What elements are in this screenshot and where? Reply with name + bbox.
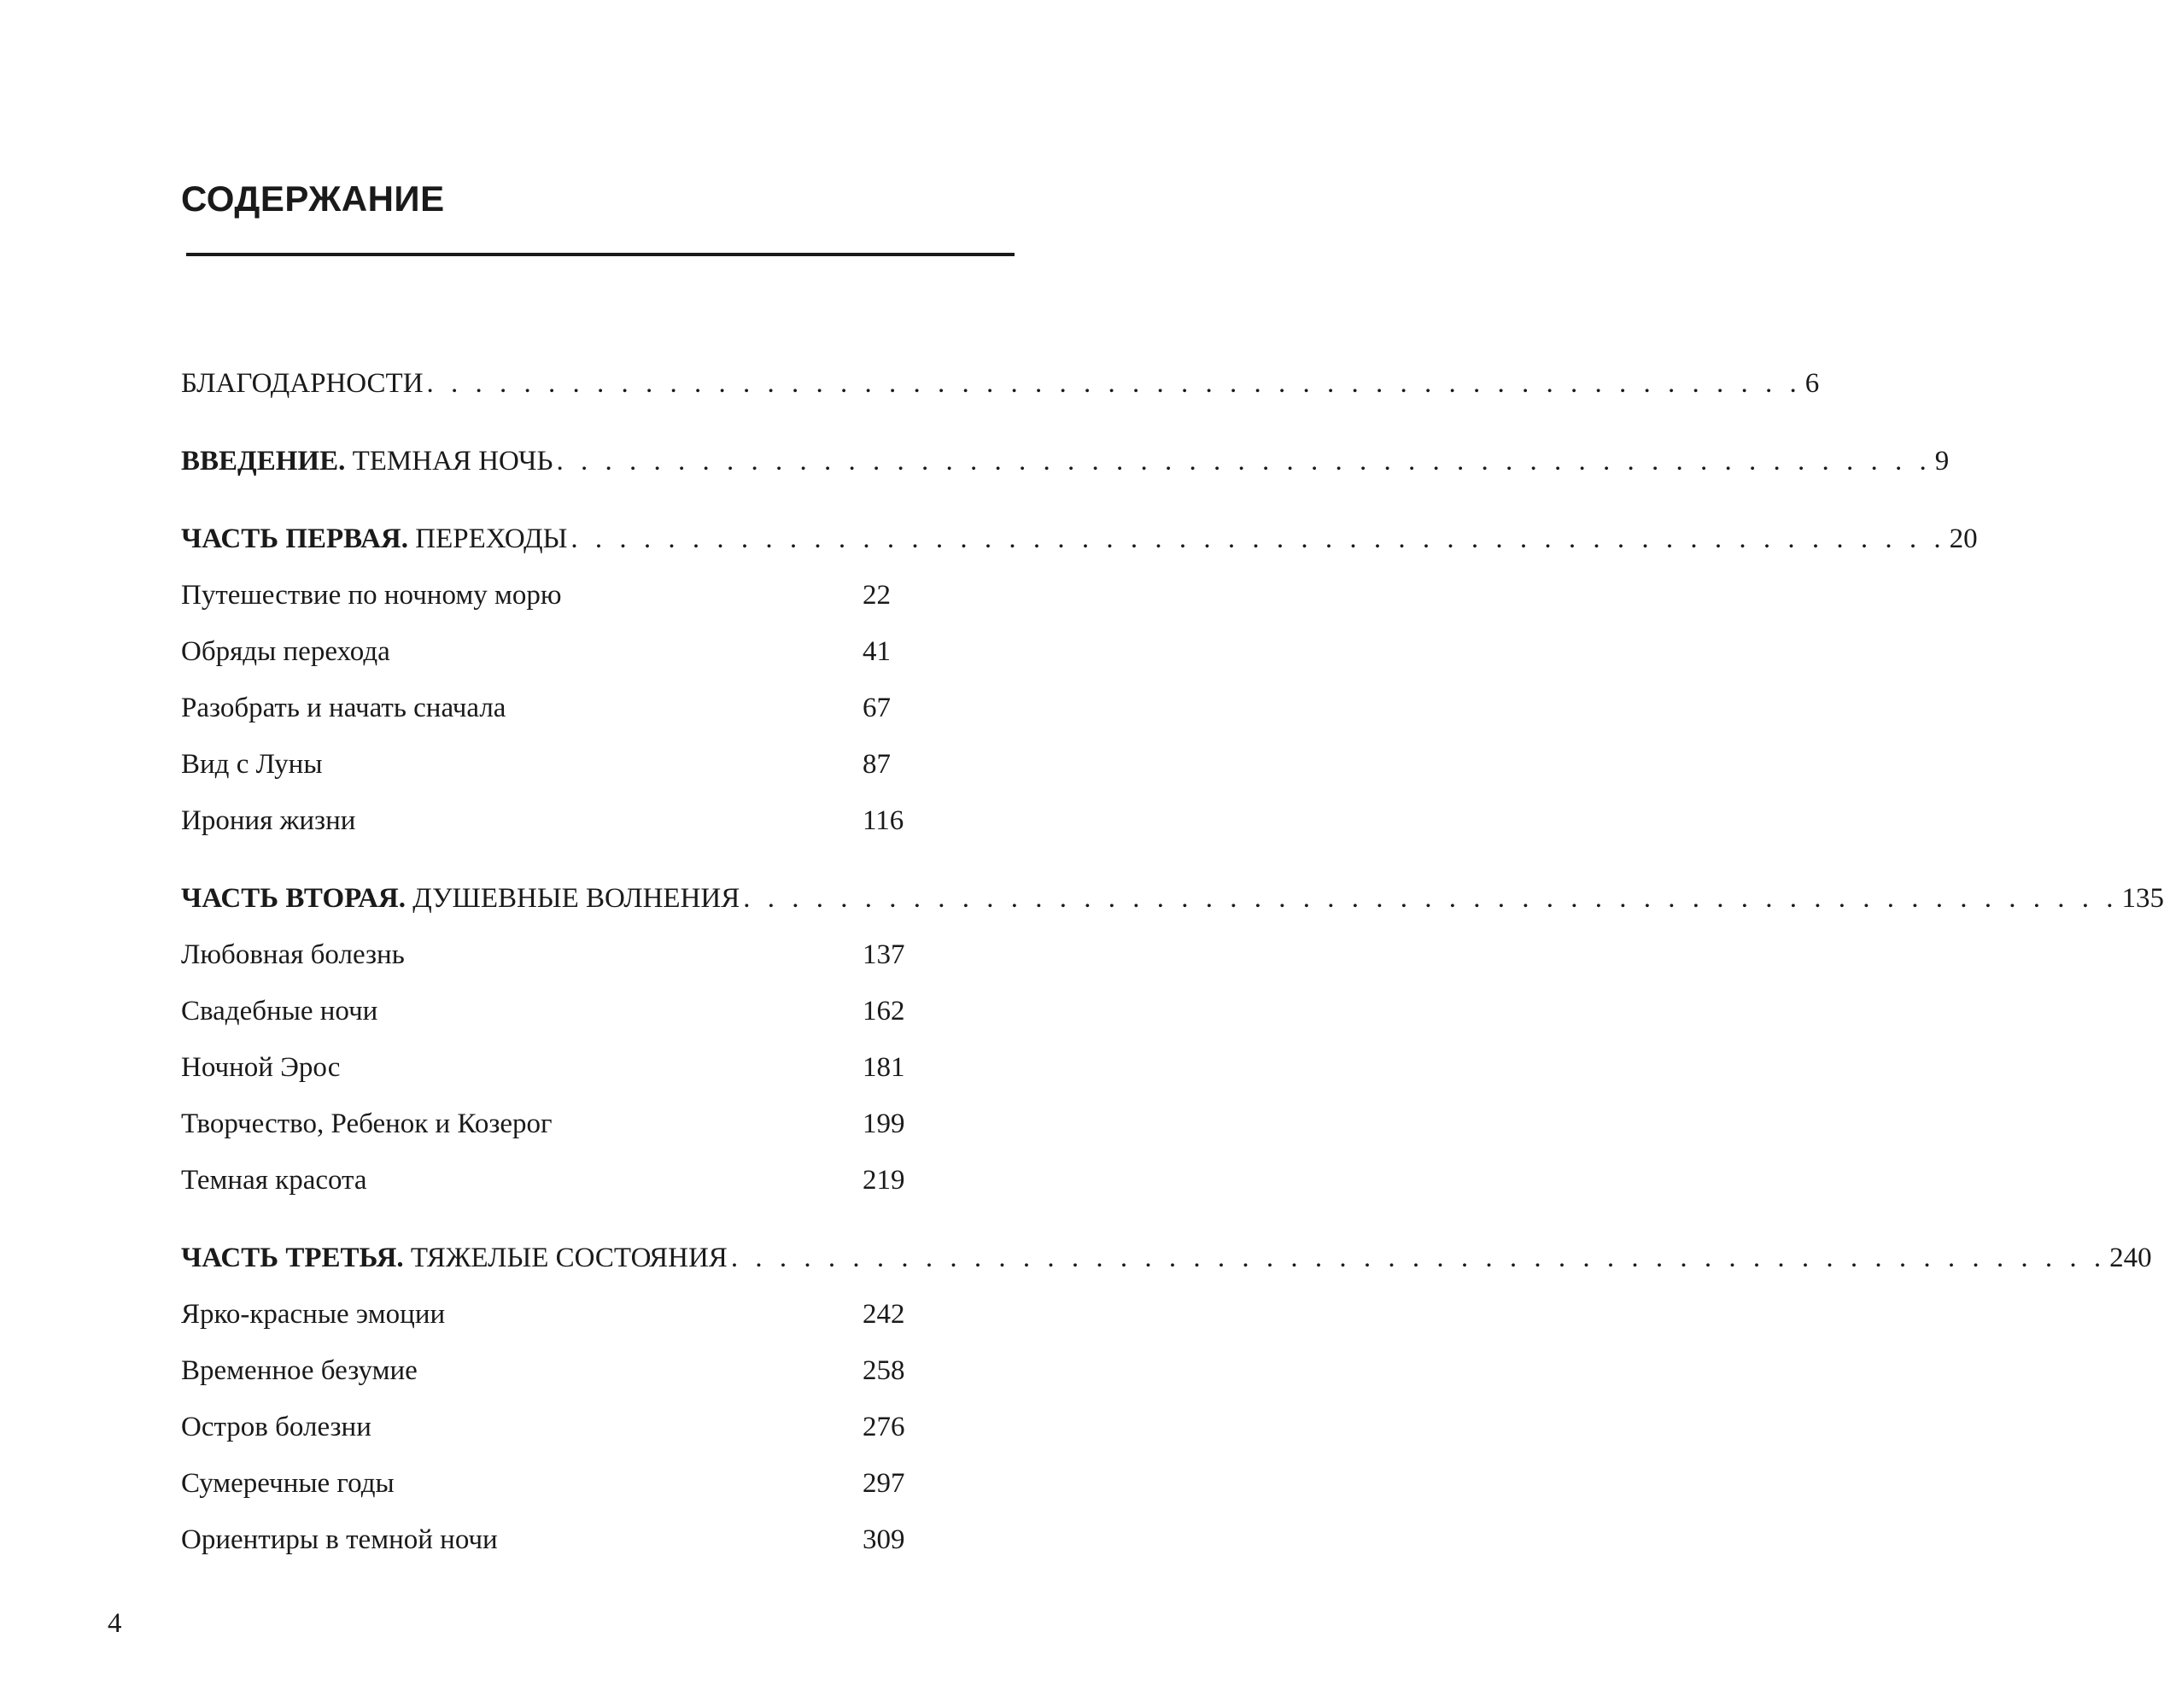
toc-entry-title: ЧАСТЬ ПЕРВАЯ. ПЕРЕХОДЫ bbox=[181, 524, 568, 554]
toc-page-number: 67 bbox=[863, 693, 891, 723]
toc-chapter-entry[interactable] bbox=[181, 1050, 915, 1085]
toc-entry-part-three[interactable] bbox=[181, 1241, 2152, 1275]
toc-chapter-entry[interactable] bbox=[181, 1297, 915, 1331]
toc-entry-title: Любовная болезнь bbox=[181, 939, 405, 970]
dot-leader: . . . . . . . . . . . . . . . . . . . . . . . . . . . . . . . . . . . . . . . . . . . . . . . . . . . . . . . . . bbox=[556, 446, 1932, 477]
toc-page-number: 297 bbox=[863, 1468, 905, 1499]
toc-chapter-entry[interactable] bbox=[181, 1410, 915, 1444]
toc-entry-title: ЧАСТЬ ТРЕТЬЯ. ТЯЖЕЛЫЕ СОСТОЯНИЯ bbox=[181, 1243, 728, 1273]
toc-entry-acknowledgements[interactable] bbox=[181, 366, 1820, 401]
toc-entry-title: Ориентиры в темной ночи bbox=[181, 1524, 498, 1555]
toc-entry-title: Путешествие по ночному морю bbox=[181, 580, 562, 611]
toc-page-number: 9 bbox=[1934, 446, 1950, 477]
dot-leader: . . . . . . . . . . . . . . . . . . . . . . . . . . . . . . . . . . . . . . . . . . . . . . . . . . . . . . . . . bbox=[730, 1243, 2107, 1273]
toc-page-number: 276 bbox=[863, 1412, 905, 1442]
toc-entry-title: Разобрать и начать сначала bbox=[181, 693, 506, 723]
toc-entry-title: Временное безумие bbox=[181, 1355, 418, 1386]
toc-chapter-entry[interactable] bbox=[181, 747, 915, 781]
toc-entry-title: Сумеречные годы bbox=[181, 1468, 395, 1499]
dot-leader: . . . . . . . . . . . . . . . . . . . . . . . . . . . . . . . . . . . . . . . . . . . . . . . . . . . . . . . . . bbox=[570, 524, 1946, 554]
toc-page-number: 135 bbox=[2121, 883, 2164, 914]
toc-entry-title: Ночной Эрос bbox=[181, 1052, 341, 1083]
toc-page-number: 20 bbox=[1949, 524, 1978, 554]
toc-page-number: 240 bbox=[2109, 1243, 2152, 1273]
toc-chapter-entry[interactable] bbox=[181, 1163, 915, 1197]
toc-page-number: 41 bbox=[863, 636, 891, 667]
toc-entry-part-two[interactable] bbox=[181, 881, 2164, 915]
toc-page-number: 199 bbox=[863, 1108, 905, 1139]
toc-entry-title: ЧАСТЬ ВТОРАЯ. ДУШЕВНЫЕ ВОЛНЕНИЯ bbox=[181, 883, 740, 914]
dot-leader: . . . . . . . . . . . . . . . . . . . . . . . . . . . . . . . . . . . . . . . . . . . . . . . . . . . . . . . . . bbox=[426, 368, 1802, 399]
toc-entry-title: Ирония жизни bbox=[181, 805, 356, 836]
toc-chapter-entry[interactable] bbox=[181, 578, 915, 612]
toc-chapter-entry[interactable] bbox=[181, 1523, 915, 1557]
toc-entry-title: Темная красота bbox=[181, 1165, 367, 1196]
toc-chapter-entry[interactable] bbox=[181, 691, 915, 725]
toc-chapter-entry[interactable] bbox=[181, 938, 915, 972]
toc-page-number: 258 bbox=[863, 1355, 905, 1386]
toc-chapter-entry[interactable] bbox=[181, 994, 915, 1028]
toc-entry-title: Творчество, Ребенок и Козерог bbox=[181, 1108, 553, 1139]
toc-chapter-entry[interactable] bbox=[181, 1466, 915, 1500]
toc-entry-title: Обряды перехода bbox=[181, 636, 390, 667]
toc-entry-title: ВВЕДЕНИЕ. ТЕМНАЯ НОЧЬ bbox=[181, 446, 553, 477]
toc-chapter-entry[interactable] bbox=[181, 1107, 915, 1141]
toc-page-number: 87 bbox=[863, 749, 891, 780]
page-number: 4 bbox=[108, 1608, 122, 1639]
toc-chapter-entry[interactable] bbox=[181, 804, 915, 838]
toc-page-number: 22 bbox=[863, 580, 891, 611]
toc-page-number: 6 bbox=[1804, 368, 1820, 399]
toc-page-number: 137 bbox=[863, 939, 905, 970]
toc-entry-title: БЛАГОДАРНОСТИ bbox=[181, 368, 424, 399]
toc-page-number: 219 bbox=[863, 1165, 905, 1196]
title-rule bbox=[186, 253, 1015, 256]
toc-page-number: 162 bbox=[863, 996, 905, 1027]
toc-page-number: 116 bbox=[863, 805, 904, 836]
dot-leader: . . . . . . . . . . . . . . . . . . . . . . . . . . . . . . . . . . . . . . . . . . . . . . . . . . . . . . . . . bbox=[743, 883, 2119, 914]
page-title: СОДЕРЖАНИЕ bbox=[181, 178, 445, 219]
toc-entry-title: Свадебные ночи bbox=[181, 996, 378, 1027]
toc-entry-title: Вид с Луны bbox=[181, 749, 323, 780]
toc-chapter-entry[interactable] bbox=[181, 1354, 915, 1388]
toc-entry-title: Остров болезни bbox=[181, 1412, 371, 1442]
toc-chapter-entry[interactable] bbox=[181, 635, 915, 669]
toc-entry-title: Ярко-красные эмоции bbox=[181, 1299, 446, 1330]
toc-entry-introduction[interactable] bbox=[181, 444, 1950, 478]
toc-page-number: 181 bbox=[863, 1052, 905, 1083]
toc-page-number: 309 bbox=[863, 1524, 905, 1555]
toc-page-number: 242 bbox=[863, 1299, 905, 1330]
toc-entry-part-one[interactable] bbox=[181, 522, 1978, 556]
